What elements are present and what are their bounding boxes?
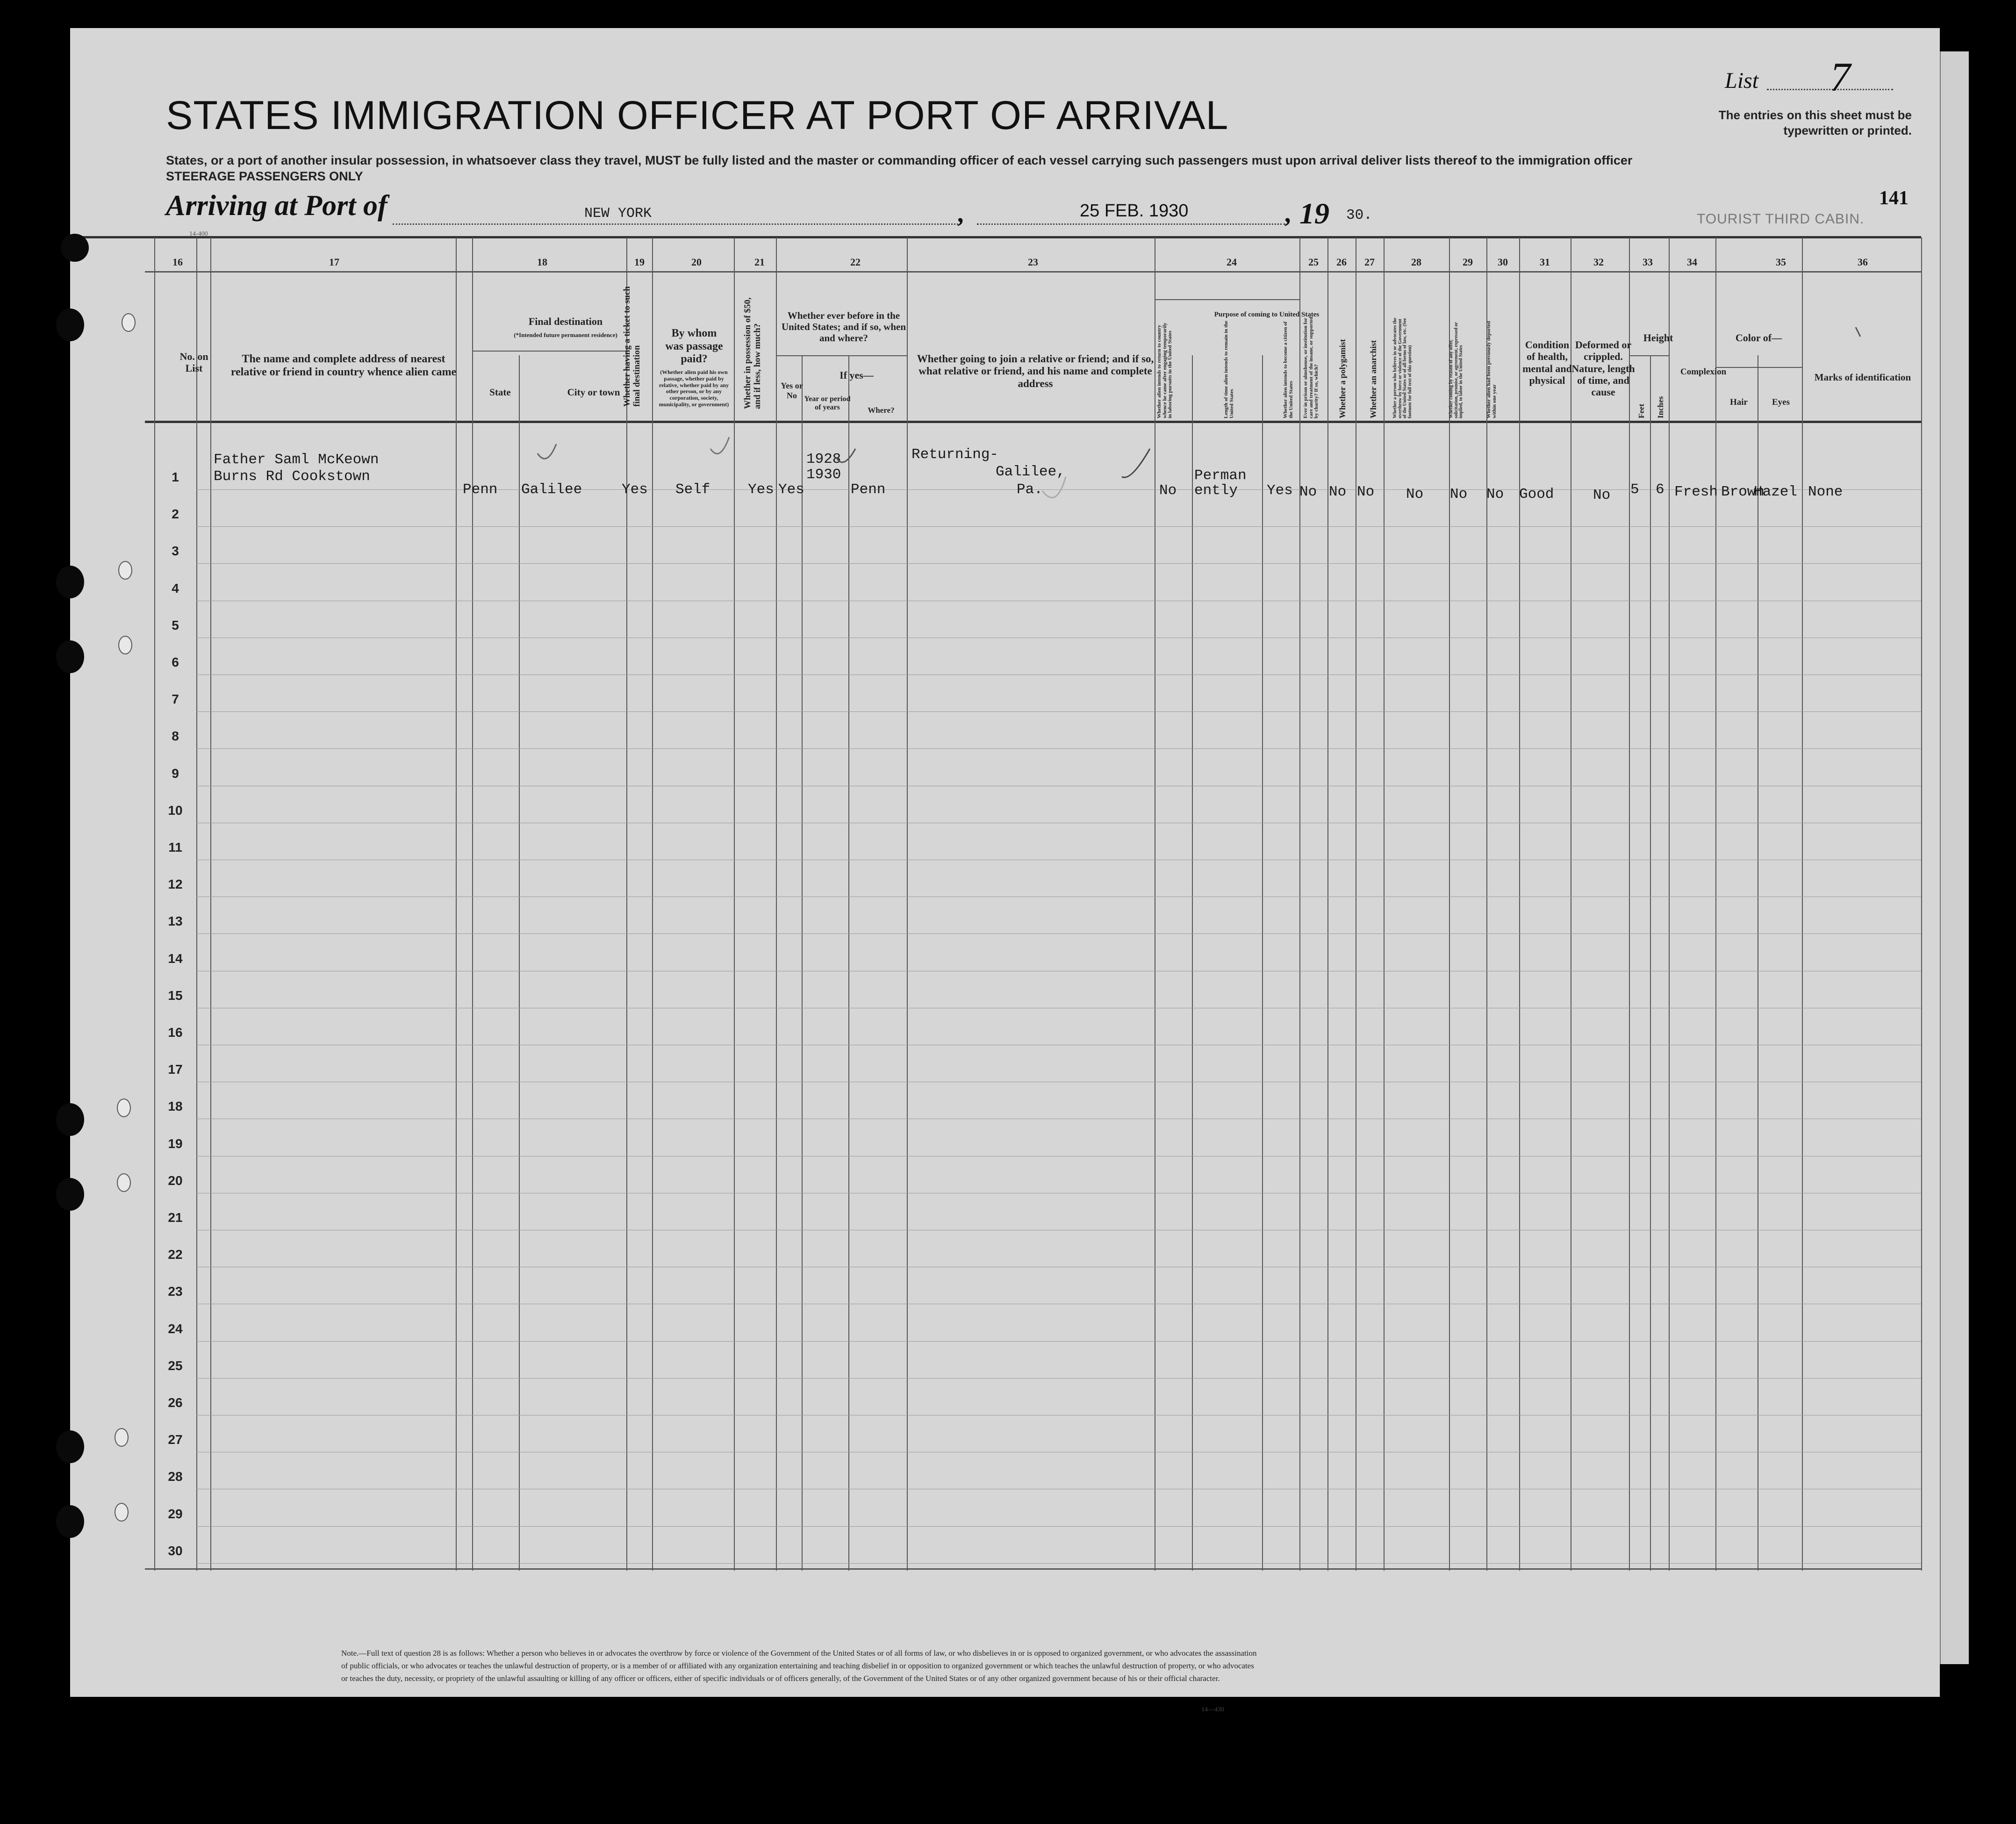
- punch-blot: [56, 1178, 84, 1211]
- relative-address-line1: Father Saml McKeown: [214, 452, 379, 468]
- col22-year: Year or period of years: [804, 395, 851, 412]
- paid-by: Self: [675, 481, 710, 498]
- row-number: 18: [168, 1099, 183, 1114]
- joining-line1: Returning-: [911, 446, 999, 463]
- binder-hole: [118, 561, 132, 580]
- row-number: 23: [168, 1284, 183, 1299]
- binder-hole: [117, 1173, 131, 1192]
- hair: Brown: [1721, 484, 1765, 500]
- form-code: 14-400: [189, 230, 208, 237]
- col35-header: Color of—: [1735, 332, 1782, 344]
- col33-inches: Inches: [1656, 396, 1665, 418]
- row-line: [196, 1341, 1921, 1342]
- column-number: 20: [691, 256, 702, 268]
- height-feet: 5: [1630, 481, 1639, 498]
- row-number: 5: [172, 618, 179, 632]
- cabin-stamp: TOURIST THIRD CABIN.: [1697, 211, 1865, 227]
- marks: None: [1808, 484, 1843, 500]
- row-number: 16: [168, 1025, 183, 1040]
- col36-header: Marks of identification: [1814, 372, 1911, 383]
- column-number: 33: [1643, 256, 1653, 268]
- row-number: 22: [168, 1247, 183, 1262]
- col35-hair: Hair: [1730, 397, 1748, 407]
- row-number: 17: [168, 1062, 183, 1077]
- row-number: 26: [168, 1395, 183, 1410]
- col25-header: Ever in prison or almshouse, or institution for care and treatment of the insane, or supported by charity? If so, which?: [1303, 316, 1320, 418]
- col18-note: (*Intended future permanent residence): [514, 331, 617, 338]
- column-number: 21: [754, 256, 765, 268]
- where: Penn: [851, 481, 886, 498]
- length-line2: ently: [1194, 482, 1238, 499]
- col32-header: Deformed or crippled. Nature, length of time, and cause: [1571, 339, 1635, 398]
- row-number: 7: [172, 692, 179, 707]
- arriving-label: Arriving at Port of: [166, 190, 387, 222]
- col34-header: Complexion: [1680, 367, 1727, 377]
- column-number: 30: [1498, 256, 1508, 268]
- column-number: 24: [1227, 256, 1237, 268]
- eyes: Hazel: [1754, 484, 1798, 500]
- row-number: 20: [168, 1173, 183, 1188]
- binder-hole: [115, 1503, 129, 1522]
- col27-header: Whether an anarchist: [1369, 340, 1378, 418]
- column-number: 22: [850, 256, 861, 268]
- tick-mark-6: [1856, 327, 1860, 337]
- joining-line2: Galilee,: [996, 464, 1065, 480]
- column-number: 35: [1776, 256, 1786, 268]
- col22-yesno: Yes or No: [781, 381, 803, 400]
- col21-header: Whether in possession of $50, and if less, how much?: [743, 297, 762, 409]
- length-line1: Perman: [1194, 467, 1247, 484]
- dest-state: Penn: [463, 481, 498, 498]
- subtitle-line-1: States, or a port of another insular possession, in whatsoever class they travel, MUST be fully listed and the master or commanding officer of each vessel carrying such passengers must upon arrival deliver lists thereof to the immigration officer: [166, 153, 1633, 167]
- binder-hole: [115, 1428, 129, 1447]
- q30: No: [1486, 486, 1504, 503]
- col23-header: Whether going to join a relative or friend; and if so, what relative or friend, and his name and complete address: [917, 353, 1154, 389]
- row-line: [196, 748, 1921, 749]
- column-number: 23: [1028, 256, 1038, 268]
- row-number: 15: [168, 988, 183, 1003]
- column-number: 19: [634, 256, 645, 268]
- list-number: 7: [1830, 55, 1851, 100]
- years-line1: 1928: [806, 451, 841, 467]
- col31-header: Condition of health, mental and physical: [1522, 339, 1572, 386]
- col24-a-header: Whether alien intends to return to country whence he came after engaging temporarily in laboring pursuits in the United States: [1156, 323, 1173, 418]
- list-label: List: [1725, 68, 1759, 93]
- col33-header: Height: [1643, 332, 1673, 344]
- col28-header: Whether a person who believes in or advocates the overthrow by force or violence of the Government of the United States or of all forms of law, etc. (See footnote for full text of this question): [1392, 317, 1413, 418]
- row-number: 24: [168, 1321, 183, 1336]
- years-line2: 1930: [806, 467, 841, 483]
- column-number: 27: [1364, 256, 1375, 268]
- col30-header: Whether alien had been previously deported within one year: [1486, 321, 1497, 418]
- col26-header: Whether a polygamist: [1338, 339, 1347, 418]
- relative-address-line2: Burns Rd Cookstown: [214, 468, 370, 485]
- column-number: 32: [1593, 256, 1604, 268]
- return: No: [1159, 482, 1177, 499]
- row-number: 28: [168, 1469, 183, 1484]
- row-line: [196, 1378, 1921, 1379]
- col35-eyes: Eyes: [1772, 397, 1790, 407]
- prison: No: [1299, 484, 1317, 500]
- column-number: 28: [1411, 256, 1421, 268]
- row-number: 3: [172, 544, 179, 559]
- row-number: 4: [172, 581, 179, 596]
- complexion: Fresh: [1674, 484, 1718, 500]
- row-number: 30: [168, 1543, 183, 1558]
- punch-blot: [56, 566, 84, 598]
- row-number: 11: [168, 840, 182, 855]
- col22-ifyes: If yes—: [839, 369, 874, 381]
- col17-header: The name and complete address of nearest relative or friend in country whence alien came: [230, 353, 457, 378]
- row-number: 13: [168, 914, 183, 929]
- tick-mark-5: [1042, 477, 1066, 498]
- port-value: NEW YORK: [584, 206, 652, 222]
- row-number: 21: [168, 1210, 183, 1225]
- row-number: 9: [172, 766, 179, 781]
- year-suffix: 30.: [1346, 207, 1372, 223]
- col24-c-header: Whether alien intends to become a citizen of the United States: [1283, 321, 1294, 418]
- row-number: 25: [168, 1358, 183, 1373]
- col18-state: State: [489, 387, 511, 398]
- ticket: Yes: [622, 481, 648, 498]
- health: Good: [1519, 486, 1554, 503]
- row-number: 6: [172, 655, 179, 669]
- comma: ,: [958, 199, 965, 228]
- q28: No: [1406, 486, 1424, 503]
- before-in-us: Yes: [778, 481, 804, 498]
- comma-2: ,: [1285, 199, 1292, 228]
- column-number: 18: [537, 256, 547, 268]
- col18-header: Final destination: [528, 316, 603, 327]
- col20-note: (Whether alien paid his own passage, whether paid by relative, whether paid by any other person, or by any corporation, society, municipality, or government): [659, 369, 729, 408]
- binder-hole: [118, 636, 132, 654]
- col18-city: City or town: [567, 387, 620, 398]
- footnote: Note.—Full text of question 28 is as follows: Whether a person who believes in or advocates the overthrow by force or violence of the Government of the United States or of all forms of law, or who disbelieves in or is opposed to organized government, or who advocates the assassination of public officials, or who advocates or teaches the unlawful destruction of property, or is a member of or affiliated with any organization entertaining and teaching disbelief in or opposition to organized government or which teaches the unlawful destruction of property, or who advocates or teaches the duty, necessity, or propriety of the unlawful assaulting or killing of any officer or officers, either of specific individuals or of officers generally, of the Government of the United States or of any other organized government because of his or their official character.: [341, 1649, 1257, 1683]
- punch-blot: [56, 1505, 84, 1538]
- tick-marks: [70, 28, 1940, 589]
- column-number: 34: [1687, 256, 1697, 268]
- col19-header: Whether having a ticket to such final destination: [622, 286, 642, 407]
- row-line: [196, 1526, 1921, 1527]
- col24-header: Purpose of coming to United States: [1214, 311, 1320, 318]
- col16-header: No. on List: [179, 351, 208, 374]
- anarchist: No: [1357, 484, 1375, 500]
- punch-blot: [56, 1103, 84, 1136]
- dest-city: Galilee: [521, 481, 582, 498]
- column-number: 31: [1540, 256, 1550, 268]
- col20-header: By whom was passage paid?: [665, 327, 723, 366]
- height-inches: 6: [1656, 481, 1664, 498]
- tick-mark-1: [538, 444, 556, 459]
- citizen: Yes: [1267, 482, 1293, 499]
- manifest-sheet: [70, 28, 1940, 1713]
- row-number: 14: [168, 951, 183, 966]
- binder-hole: [117, 1099, 131, 1117]
- money: Yes: [748, 481, 774, 498]
- column-number: 25: [1308, 256, 1319, 268]
- col33-feet: Feet: [1637, 403, 1646, 418]
- q29: No: [1450, 486, 1468, 503]
- binder-hole: [122, 313, 136, 332]
- tick-mark-4: [1122, 449, 1150, 477]
- tick-mark-2: [710, 437, 729, 454]
- date-stamp: 25 FEB. 1930: [1080, 201, 1189, 221]
- page-title: STATES IMMIGRATION OFFICER AT PORT OF ARRIVAL: [166, 93, 1229, 138]
- row-number: 10: [168, 803, 183, 818]
- tick-mark-3: [837, 449, 855, 462]
- punch-blot: [61, 234, 89, 262]
- column-number: 16: [172, 256, 183, 268]
- deformed: No: [1593, 487, 1611, 503]
- year-prefix: 19: [1299, 197, 1329, 230]
- column-number: 29: [1463, 256, 1473, 268]
- column-number: 26: [1336, 256, 1347, 268]
- column-number: 17: [329, 256, 339, 268]
- col29-header: Whether coming by reason of any offer, solicitation, promise, or agreement, expressed or implied, to labor in the United States: [1449, 322, 1464, 418]
- typewritten-notice: The entries on this sheet must be typewritten or printed.: [1718, 108, 1912, 137]
- row-number: 8: [172, 729, 179, 744]
- column-number: 36: [1858, 256, 1868, 268]
- col24-b-header: Length of time alien intends to remain in the United States: [1223, 321, 1234, 418]
- col22-where: Where?: [868, 406, 895, 415]
- joining-line3: Pa.: [1017, 481, 1043, 498]
- polygamist: No: [1329, 484, 1347, 500]
- subtitle-line-2: STEERAGE PASSENGERS ONLY: [166, 169, 363, 183]
- punch-blot: [56, 309, 84, 341]
- row-number: 27: [168, 1432, 183, 1447]
- col22-header: Whether ever before in the United States; and if so, when and where?: [781, 310, 906, 344]
- row-number: 19: [168, 1136, 183, 1151]
- footnote-code: 14—430: [1201, 1706, 1224, 1713]
- page-stack-edge: [1940, 51, 1969, 1664]
- row-line: [196, 711, 1921, 712]
- row-number: 1: [172, 470, 179, 484]
- punch-blot: [56, 1430, 84, 1463]
- row-number: 29: [168, 1506, 183, 1521]
- punch-blot: [56, 640, 84, 673]
- sheet-number: 141: [1879, 187, 1908, 209]
- row-number: 12: [168, 877, 183, 892]
- row-line: [196, 1563, 1921, 1564]
- row-number: 2: [172, 507, 179, 522]
- table-bottom-rule: [145, 1568, 1921, 1570]
